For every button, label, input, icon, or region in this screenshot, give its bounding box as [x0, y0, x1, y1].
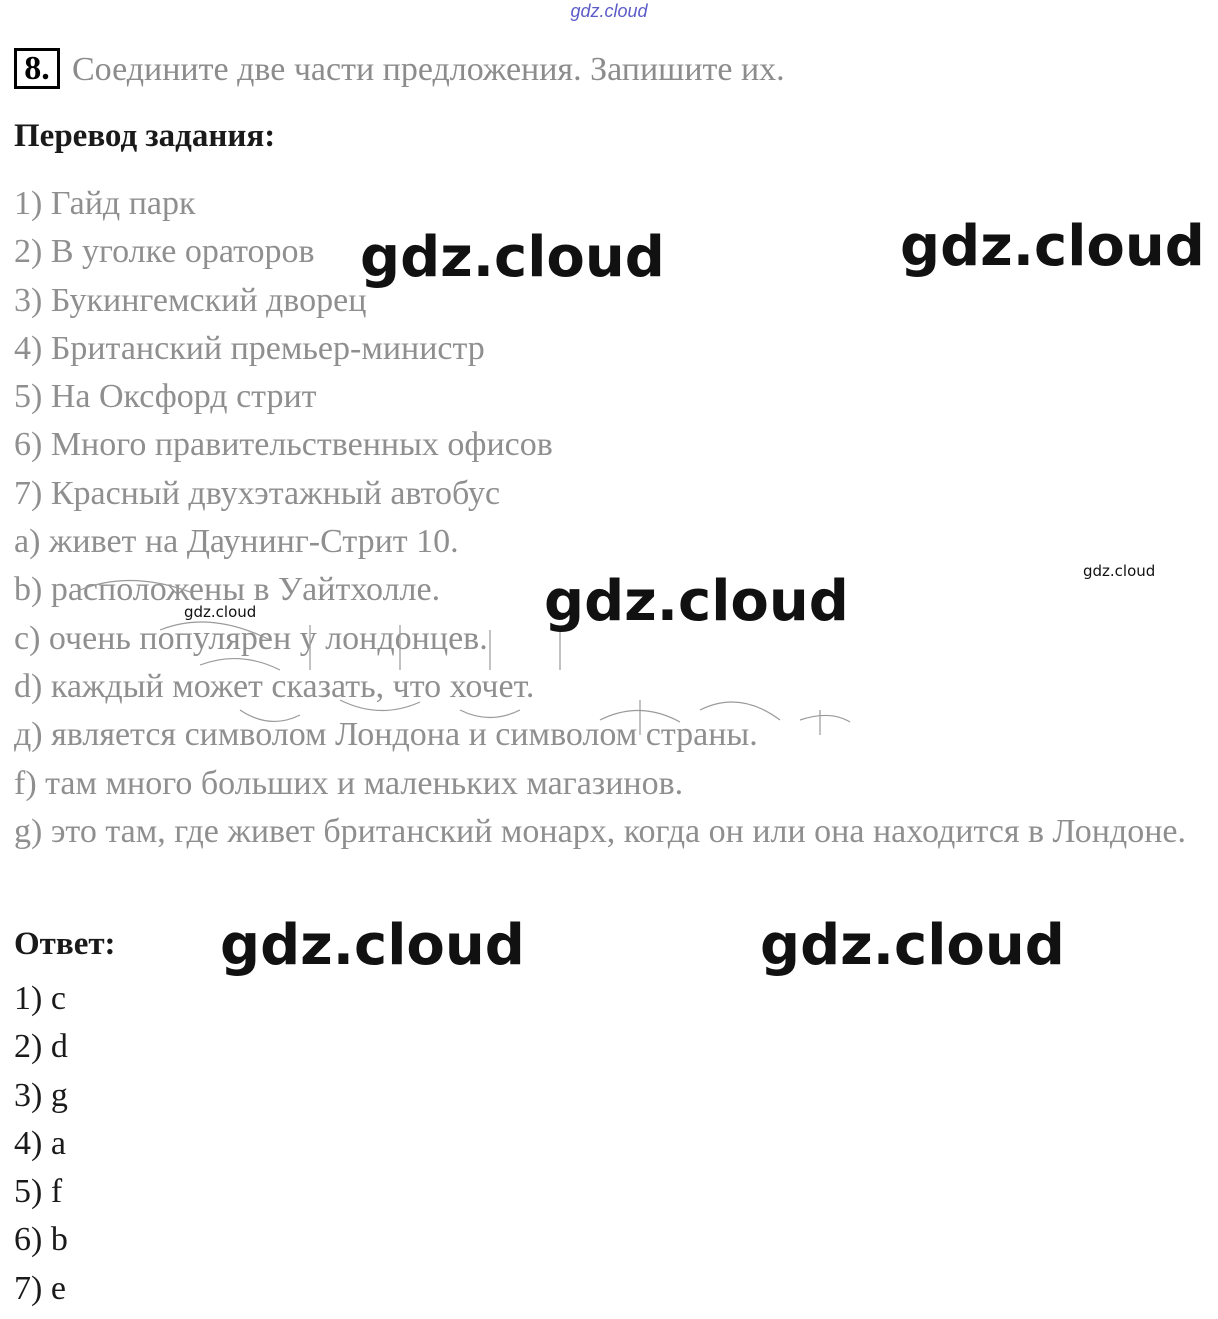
translation-line: 3) Букингемский дворец — [14, 281, 367, 319]
translation-line: b) расположены в Уайтхолле. — [14, 571, 441, 609]
translation-line: д) является символом Лондона и символом страны. — [14, 716, 758, 754]
translation-line: 4) Британский премьер-министр — [14, 329, 485, 367]
translation-line: 1) Гайд парк — [14, 185, 196, 222]
watermark-small: gdz.cloud — [1083, 562, 1156, 580]
watermark: gdz.cloud — [360, 225, 665, 290]
task-number: 8. — [14, 48, 60, 89]
watermark: gdz.cloud — [220, 913, 525, 978]
answer-heading: Ответ: — [14, 926, 116, 962]
translation-line: c) очень популярен у лондонцев. — [14, 619, 488, 657]
translation-line: f) там много больших и маленьких магазинов. — [14, 764, 684, 802]
translation-line: 5) На Оксфорд стрит — [14, 378, 317, 416]
answer-list — [14, 975, 68, 1313]
translation-line: 7) Красный двухэтажный автобус — [14, 474, 501, 512]
translation-heading: Перевод задания: — [14, 118, 276, 154]
watermark: gdz.cloud — [544, 569, 849, 634]
watermark: gdz.cloud — [900, 214, 1205, 279]
translation-line: 6) Много правительственных офисов — [14, 426, 553, 464]
answer-line: 5) f — [14, 1173, 63, 1211]
translation-line: a) живет на Даунинг-Стрит 10. — [14, 523, 459, 561]
answer-line: 4) a — [14, 1124, 66, 1162]
answer-line: 1) c — [14, 980, 66, 1017]
answer-line: 7) e — [14, 1269, 66, 1307]
translation-line: d) каждый может сказать, что хочет. — [14, 667, 535, 705]
watermark-top: gdz.cloud — [570, 1, 648, 21]
translation-line: g) это там, где живет британский монарх, когда он или она находится в Лондоне. — [14, 812, 1187, 850]
watermark: gdz.cloud — [760, 913, 1065, 978]
answer-line: 2) d — [14, 1028, 68, 1066]
answer-line: 3) g — [14, 1076, 68, 1114]
translation-line: 2) В уголке ораторов — [14, 233, 315, 271]
answer-line: 6) b — [14, 1221, 68, 1259]
task-instruction: Соедините две части предложения. Запишите их. — [72, 51, 785, 88]
watermark-small: gdz.cloud — [184, 603, 257, 621]
